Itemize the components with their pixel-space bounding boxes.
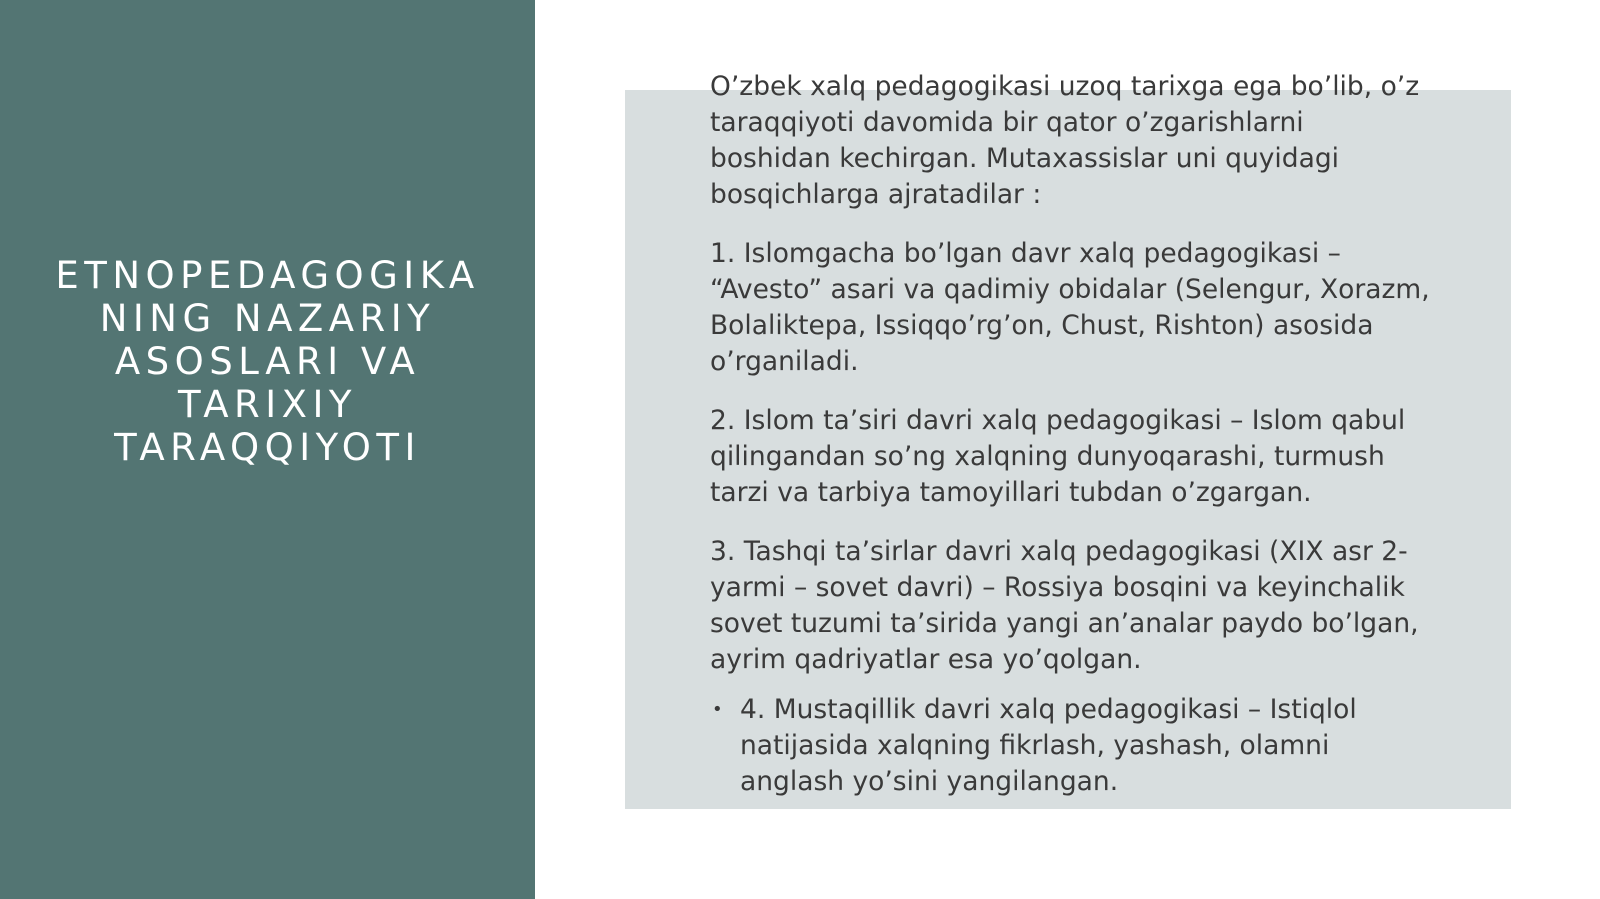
bullet-text: 4. Mustaqillik davri xalq pedagogikasi – Istiqlol natijasida xalqning fikrlash, yashash, olamni anglash yo’sini yangilangan. <box>740 694 1357 797</box>
period-paragraph: 3. Tashqi ta’sirlar davri xalq pedagogikasi (XIX asr 2-yarmi – sovet davri) – Rossiya bosqini va keyinchalik sovet tuzumi ta’sirida yangi an’analar paydo bo’lgan, ayrim qadriyatlar esa yo’qolgan. <box>710 536 1419 675</box>
slide-body <box>710 69 1430 800</box>
bullet-list-item <box>710 692 1430 800</box>
intro-paragraph: O’zbek xalq pedagogikasi uzoq tarixga ega bo’lib, o’z taraqqiyoti davomida bir qator o’zgarishlarni boshidan kechirgan. Mutaxassislar uni quyidagi bosqichlarga ajratadilar : <box>710 71 1420 210</box>
period-paragraph: 1. Islomgacha bo’lgan davr xalq pedagogikasi – “Avesto” asari va qadimiy obidalar (Selengur, Xorazm, Bolaliktepa, Issiqqo’rg’on, Chust, Rishton) asosida o’rganiladi. <box>710 238 1430 377</box>
bullet-icon: • <box>712 699 723 720</box>
period-paragraph: 2. Islom ta’siri davri xalq pedagogikasi – Islom qabul qilingandan so’ng xalqning dunyoqarashi, turmush tarzi va tarbiya tamoyillari tubdan o’zgargan. <box>710 405 1406 508</box>
title-panel <box>0 0 535 899</box>
slide-title: ETNOPEDAGOGIKA NING NAZARIY ASOSLARI VA TARIXIY TARAQQIYOTI <box>55 254 480 469</box>
